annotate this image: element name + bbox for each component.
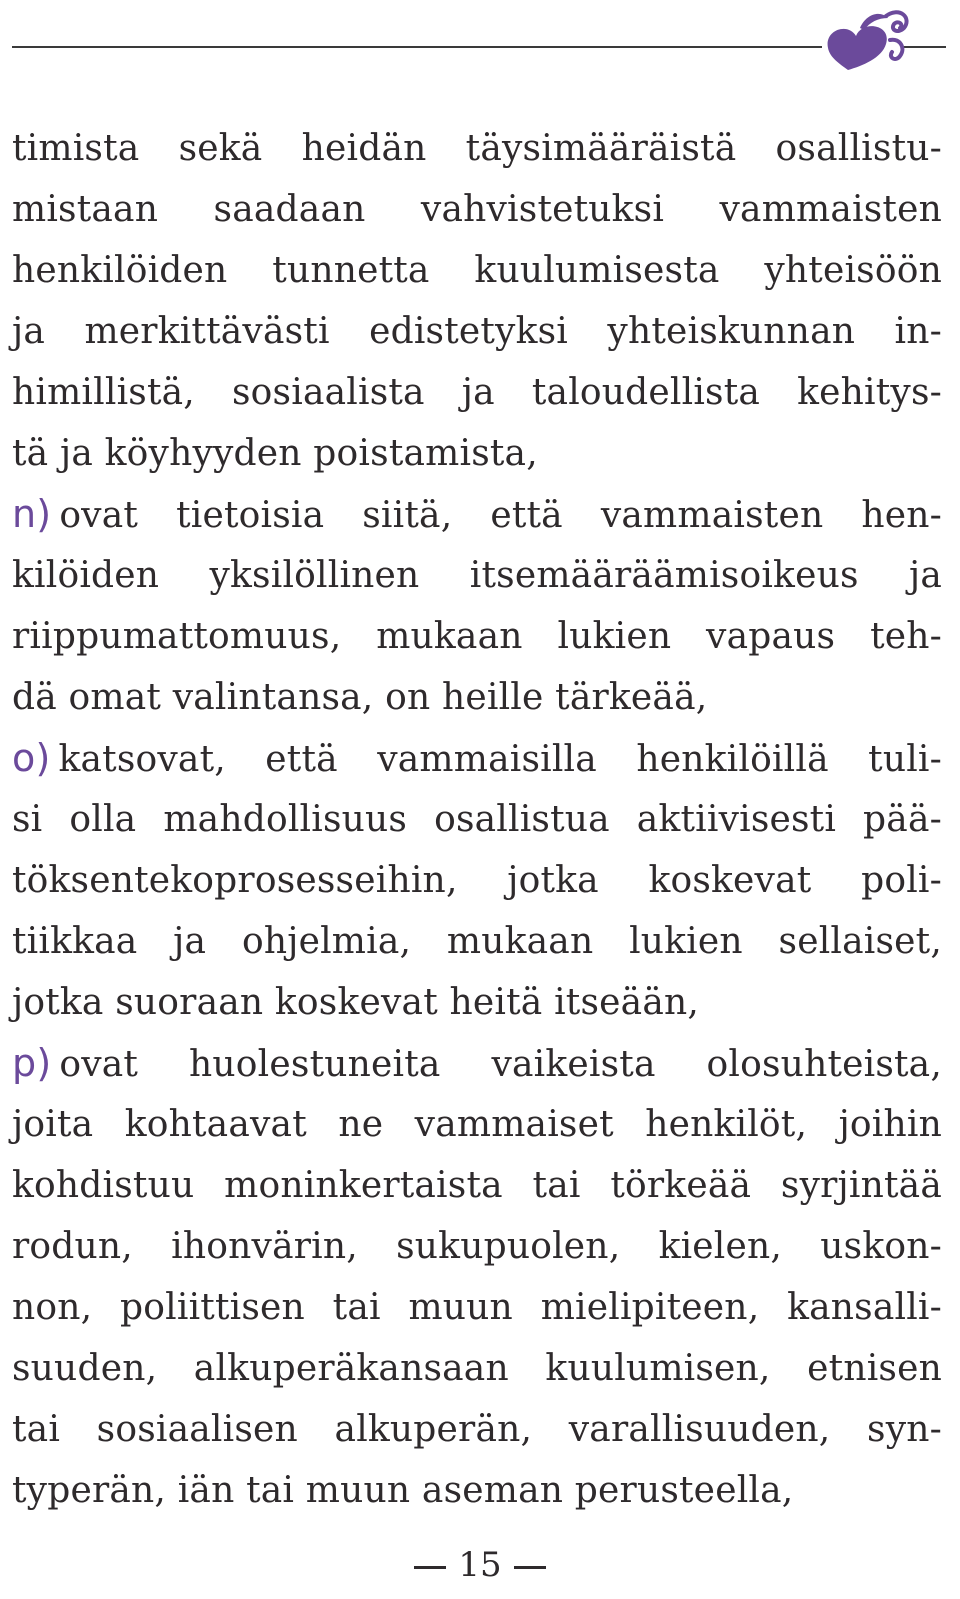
line-text: timista sekä heidän täysimääräistä osallistu- — [12, 128, 942, 169]
header-rule — [12, 46, 810, 48]
page-number — [0, 1545, 960, 1585]
line-text: tä ja köyhyyden poistamista, — [12, 433, 538, 474]
text-line — [12, 484, 942, 545]
line-text: himillistä, sosiaalista ja taloudellista kehitys- — [12, 372, 942, 413]
text-line — [12, 118, 942, 179]
text-line — [12, 1033, 942, 1094]
line-text: jotka suoraan koskevat heitä itseään, — [12, 982, 700, 1023]
line-text: non, poliittisen tai muun mielipiteen, kansalli- — [12, 1287, 942, 1328]
page-number-dash-right — [514, 1566, 546, 1569]
list-marker: n) — [12, 492, 52, 536]
text-line — [12, 1399, 942, 1460]
line-text: ovat huolestuneita vaikeista olosuhteista, — [59, 1044, 942, 1085]
text-line — [12, 667, 942, 728]
line-text: dä omat valintansa, on heille tärkeää, — [12, 677, 708, 718]
text-line — [12, 1277, 942, 1338]
text-line — [12, 1094, 942, 1155]
text-line — [12, 1460, 942, 1521]
line-text: riippumattomuus, mukaan lukien vapaus teh- — [12, 616, 942, 657]
line-text: ja merkittävästi edistetyksi yhteiskunnan in- — [12, 311, 942, 352]
line-text: ovat tietoisia siitä, että vammaisten hen- — [59, 495, 942, 536]
text-line — [12, 301, 942, 362]
line-text: mistaan saadaan vahvistetuksi vammaisten — [12, 189, 942, 230]
line-text: typerän, iän tai muun aseman perusteella, — [12, 1470, 794, 1511]
page-number-value: 15 — [458, 1545, 502, 1585]
line-text: suuden, alkuperäkansaan kuulumisen, etnisen — [12, 1348, 942, 1389]
text-line — [12, 362, 942, 423]
line-text: tiikkaa ja ohjelmia, mukaan lukien sellaiset, — [12, 921, 942, 962]
list-marker: o) — [12, 736, 51, 780]
text-line — [12, 240, 942, 301]
text-line — [12, 545, 942, 606]
text-line — [12, 1338, 942, 1399]
line-text: kilöiden yksilöllinen itsemääräämisoikeus ja — [12, 555, 942, 596]
line-text: kohdistuu moninkertaista tai törkeää syrjintää — [12, 1165, 942, 1206]
text-line — [12, 179, 942, 240]
text-line — [12, 789, 942, 850]
text-line — [12, 728, 942, 789]
line-text: si olla mahdollisuus osallistua aktiivisesti pää- — [12, 799, 942, 840]
line-text: joita kohtaavat ne vammaiset henkilöt, joihin — [12, 1104, 942, 1145]
heart-ornament-icon — [808, 4, 948, 76]
text-line — [12, 1216, 942, 1277]
line-text: katsovat, että vammaisilla henkilöillä tuli- — [58, 739, 942, 780]
text-line — [12, 850, 942, 911]
text-line — [12, 423, 942, 484]
text-line — [12, 606, 942, 667]
body-text — [12, 118, 942, 1521]
line-text: tai sosiaalisen alkuperän, varallisuuden, syn- — [12, 1409, 942, 1450]
text-line — [12, 1155, 942, 1216]
line-text: töksentekoprosesseihin, jotka koskevat poli- — [12, 860, 942, 901]
list-marker: p) — [12, 1041, 52, 1085]
line-text: rodun, ihonvärin, sukupuolen, kielen, uskon- — [12, 1226, 942, 1267]
page-number-dash-left — [414, 1566, 446, 1569]
line-text: henkilöiden tunnetta kuulumisesta yhteisöön — [12, 250, 942, 291]
text-line — [12, 972, 942, 1033]
text-line — [12, 911, 942, 972]
